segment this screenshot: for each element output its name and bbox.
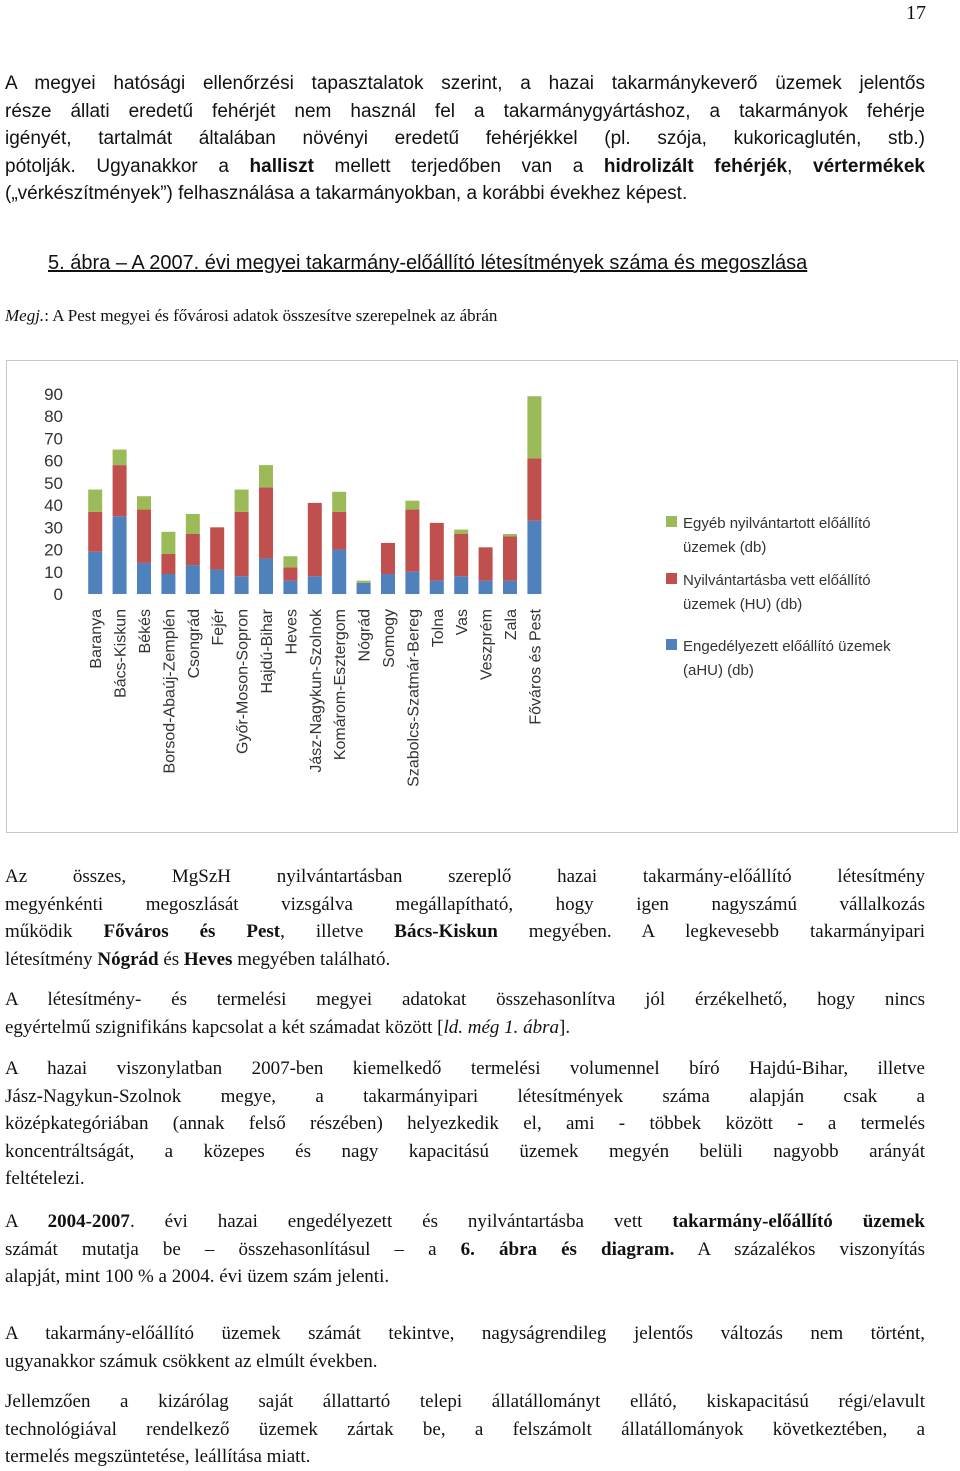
stacked-bar-chart bbox=[7, 361, 957, 832]
x-tick-label: Győr-Moson-Sopron bbox=[234, 609, 252, 754]
y-tick-label: 60 bbox=[44, 451, 63, 471]
legend-swatch-egyeb bbox=[666, 516, 677, 527]
paragraph-6 bbox=[5, 1388, 925, 1471]
bar-segment bbox=[503, 536, 517, 580]
x-tick-label: Bács-Kiskun bbox=[112, 609, 130, 698]
text-line: ugyanakkor számuk csökkent az elmúlt években. bbox=[5, 1350, 378, 1372]
bold-term: 2004-2007 bbox=[47, 1211, 130, 1232]
legend bbox=[666, 515, 891, 679]
x-tick-label: Heves bbox=[283, 609, 301, 655]
bar-segment bbox=[137, 563, 151, 594]
legend-swatch-hu bbox=[666, 573, 677, 584]
bar-segment bbox=[381, 574, 395, 594]
x-tick-label: Főváros és Pest bbox=[527, 609, 545, 725]
text-line: Az összes, MgSzH nyilvántartásban szereplő hazai takarmány-előállító létesítmény bbox=[5, 866, 925, 887]
text: létesítmény bbox=[5, 948, 98, 970]
x-tick-label: Hajdú-Bihar bbox=[259, 609, 276, 694]
figure-caption: 5. ábra – A 2007. évi megyei takarmány-előállító létesítmények száma és megoszlása bbox=[48, 252, 808, 274]
x-tick-label: Fejér bbox=[210, 609, 228, 646]
bar-segment bbox=[430, 581, 444, 594]
text-line: A hazai viszonylatban 2007-ben kiemelkedő termelési volumennel bíró Hajdú-Bihar, illetve bbox=[5, 1058, 925, 1079]
legend-label: Engedélyezett előállító üzemek bbox=[683, 638, 891, 655]
paragraph-3 bbox=[5, 1055, 925, 1193]
note-label: Megj. bbox=[5, 306, 45, 325]
bar-segment bbox=[527, 521, 541, 594]
bar-segment bbox=[113, 450, 127, 466]
paragraph-5 bbox=[5, 1320, 925, 1375]
text: A bbox=[5, 1211, 48, 1232]
text: pótolják. Ugyanakkor a bbox=[5, 155, 250, 177]
text-line: Jellemzően a kizárólag saját állattartó telepi állatállományt ellátó, kiskapacitású régi/elavult bbox=[5, 1391, 925, 1412]
bar-segment bbox=[527, 458, 541, 520]
bar-segment bbox=[405, 572, 419, 594]
intro-line: („vérkészítmények”) felhasználása a takarmányokban, a korábbi évekhez képest. bbox=[5, 183, 688, 204]
text: számát mutatja be – összehasonlításul – a bbox=[5, 1238, 461, 1260]
text-line bbox=[5, 946, 925, 974]
bars bbox=[88, 396, 541, 594]
bar-segment bbox=[161, 554, 175, 574]
y-tick-label: 0 bbox=[53, 585, 63, 604]
legend-label: üzemek (db) bbox=[683, 539, 767, 556]
bold-term: Bács-Kiskun bbox=[394, 921, 498, 942]
x-tick-label: Jász-Nagykun-Szolnok bbox=[307, 609, 325, 773]
text-line: Jász-Nagykun-Szolnok megye, a takarmányipari létesítmények száma alapján csak a bbox=[5, 1085, 925, 1107]
text-line: középkategóriában (annak felső részében) helyezkedik el, ami - többek között - a termelés bbox=[5, 1113, 925, 1134]
bar-segment bbox=[454, 576, 468, 594]
legend-label: (aHU) (db) bbox=[683, 662, 754, 679]
bar-segment bbox=[88, 490, 102, 512]
text: , illetve bbox=[280, 921, 395, 942]
legend-label: Nyilvántartásba vett előállító bbox=[683, 572, 871, 589]
bar-segment bbox=[235, 490, 249, 512]
text: megyében. A legkevesebb takarmányipari bbox=[497, 921, 925, 942]
note-text: : A Pest megyei és fővárosi adatok összesítve szerepelnek az ábrán bbox=[44, 306, 498, 325]
y-axis bbox=[44, 385, 63, 604]
bold-term: Nógrád bbox=[97, 948, 159, 970]
x-tick-label: Baranya bbox=[88, 609, 106, 669]
bold-term: vértermékek bbox=[813, 155, 925, 177]
y-tick-label: 40 bbox=[44, 496, 63, 516]
bar-segment bbox=[332, 492, 346, 512]
y-tick-label: 50 bbox=[44, 473, 63, 493]
text-line bbox=[5, 1236, 925, 1264]
x-tick-label: Borsod-Abaúj-Zemplén bbox=[161, 609, 179, 774]
bar-segment bbox=[430, 523, 444, 581]
bold-term: Főváros és Pest bbox=[103, 921, 281, 942]
bar-segment bbox=[503, 581, 517, 594]
paragraph-2 bbox=[5, 986, 925, 1041]
bar-segment bbox=[454, 534, 468, 576]
text: megyében található. bbox=[232, 948, 391, 970]
text-line: koncentráltságát, a közepes és nagy kapacitású üzemek megyén belüli nagyobb arányát bbox=[5, 1140, 925, 1162]
x-tick-label: Békés bbox=[137, 609, 154, 654]
text: , bbox=[787, 155, 814, 177]
bar-segment bbox=[88, 552, 102, 594]
bold-term: halliszt bbox=[249, 155, 314, 177]
bar-segment bbox=[405, 510, 419, 572]
bar-segment bbox=[332, 512, 346, 550]
text-line: feltételezi. bbox=[5, 1168, 85, 1189]
x-tick-label: Vas bbox=[454, 609, 472, 636]
bar-segment bbox=[454, 530, 468, 534]
bar-segment bbox=[283, 567, 297, 580]
text-line bbox=[5, 918, 925, 946]
bar-segment bbox=[357, 583, 371, 594]
bold-term: 6. ábra és diagram. bbox=[460, 1238, 675, 1260]
bar-segment bbox=[235, 576, 249, 594]
y-tick-label: 90 bbox=[44, 385, 63, 404]
legend-swatch-ahu bbox=[666, 639, 677, 650]
bar-segment bbox=[186, 534, 200, 565]
bar-segment bbox=[283, 556, 297, 567]
bar-segment bbox=[381, 543, 395, 574]
bar-segment bbox=[357, 581, 371, 583]
text-line: technológiával rendelkező üzemek zártak be, a felszámolt állatállományok következtében, a bbox=[5, 1418, 925, 1440]
legend-label: üzemek (HU) (db) bbox=[683, 596, 803, 613]
x-tick-label: Komárom-Esztergom bbox=[332, 609, 350, 761]
bar-segment bbox=[210, 527, 224, 569]
figure-note bbox=[5, 306, 497, 326]
text-line bbox=[5, 1208, 925, 1236]
bar-segment bbox=[332, 550, 346, 594]
italic-ref: ld. még 1. ábra bbox=[443, 1016, 560, 1038]
text-line: alapját, mint 100 % a 2004. évi üzem szám jelenti. bbox=[5, 1266, 390, 1287]
chart-container bbox=[6, 360, 958, 833]
bar-segment bbox=[259, 558, 273, 594]
text: mellett terjedőben van a bbox=[313, 155, 604, 177]
text-line: termelés megszüntetése, leállítása miatt. bbox=[5, 1446, 311, 1467]
intro-line bbox=[5, 153, 925, 181]
paragraph-1 bbox=[5, 863, 925, 973]
bar-segment bbox=[527, 396, 541, 458]
paragraph-4 bbox=[5, 1208, 925, 1291]
legend-label: Egyéb nyilvántartott előállító bbox=[683, 515, 871, 532]
text-line: A létesítmény- és termelési megyei adatokat összehasonlítva jól érzékelhető, hogy nincs bbox=[5, 989, 925, 1010]
bar-segment bbox=[283, 581, 297, 594]
bar-segment bbox=[137, 510, 151, 563]
x-tick-label: Tolna bbox=[429, 609, 447, 648]
bar-segment bbox=[235, 512, 249, 576]
text: működik bbox=[5, 921, 104, 942]
x-axis-labels bbox=[88, 608, 544, 787]
bar-segment bbox=[479, 581, 493, 594]
x-tick-label: Zala bbox=[503, 609, 520, 641]
text-line bbox=[5, 1014, 925, 1042]
bar-segment bbox=[308, 576, 322, 594]
x-tick-label: Nógrád bbox=[356, 609, 374, 662]
bar-segment bbox=[88, 512, 102, 552]
intro-line: igényét, tartalmát általában növényi eredetű fehérjékkel (pl. szója, kukoricaglutén, stb.) bbox=[5, 128, 925, 149]
bar-segment bbox=[259, 487, 273, 558]
bar-segment bbox=[186, 565, 200, 594]
bar-segment bbox=[161, 532, 175, 554]
text-line: megyénkénti megoszlását vizsgálva megállapítható, hogy igen nagyszámú vállalkozás bbox=[5, 893, 925, 915]
y-tick-label: 10 bbox=[44, 562, 63, 582]
intro-line: A megyei hatósági ellenőrzési tapasztalatok szerint, a hazai takarmánykeverő üzemek jelentős bbox=[5, 73, 925, 94]
y-tick-label: 80 bbox=[44, 407, 63, 427]
bar-segment bbox=[186, 514, 200, 534]
text-line: A takarmány-előállító üzemek számát tekintve, nagyságrendileg jelentős változás nem történt, bbox=[5, 1323, 925, 1344]
bar-segment bbox=[308, 503, 322, 576]
intro-line: része állati eredetű fehérjét nem használ fel a takarmánygyártáshoz, a takarmányok fehérje bbox=[5, 100, 925, 122]
bar-segment bbox=[113, 465, 127, 516]
bar-segment bbox=[405, 501, 419, 510]
bar-segment bbox=[137, 496, 151, 509]
intro-paragraph bbox=[5, 70, 925, 208]
bold-term: hidrolizált fehérjék bbox=[603, 155, 788, 177]
bar-segment bbox=[259, 465, 273, 487]
x-tick-label: Csongrád bbox=[185, 609, 203, 679]
bold-term: takarmány-előállító üzemek bbox=[672, 1211, 925, 1232]
bar-segment bbox=[479, 547, 493, 580]
bar-segment bbox=[503, 534, 517, 536]
y-tick-label: 20 bbox=[44, 540, 63, 560]
x-tick-label: Szabolcs-Szatmár-Bereg bbox=[405, 609, 423, 787]
text: egyértelmű szignifikáns kapcsolat a két számadat között [ bbox=[5, 1016, 444, 1038]
bar-segment bbox=[161, 574, 175, 594]
text: A százalékos viszonyítás bbox=[674, 1238, 925, 1260]
x-tick-label: Somogy bbox=[381, 609, 398, 668]
x-tick-label: Veszprém bbox=[478, 609, 496, 681]
text: . évi hazai engedélyezett és nyilvántartásba vett bbox=[129, 1211, 673, 1232]
page-number: 17 bbox=[906, 2, 926, 24]
bar-segment bbox=[210, 570, 224, 594]
y-tick-label: 30 bbox=[44, 518, 63, 538]
bold-term: Heves bbox=[183, 948, 233, 970]
y-tick-label: 70 bbox=[44, 429, 63, 449]
text: ]. bbox=[559, 1016, 571, 1038]
text: és bbox=[158, 948, 184, 970]
bar-segment bbox=[113, 516, 127, 594]
